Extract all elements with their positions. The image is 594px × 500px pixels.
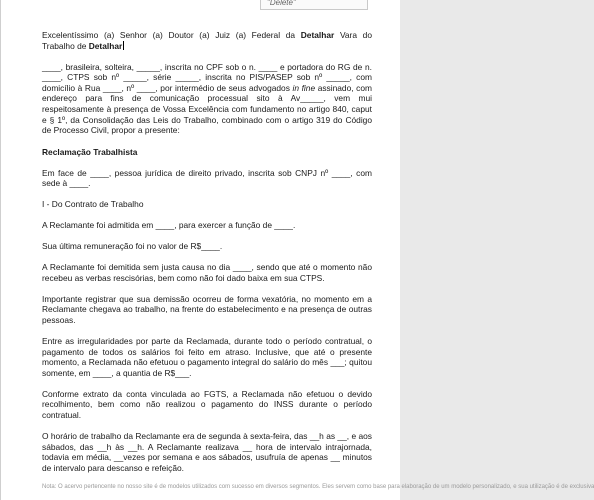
dismissal-paragraph: A Reclamante foi demitida sem justa causa no dia ____, sendo que até o momento não recebeu as verbas rescisórias, bem como não foi dado baixa em sua CTPS. [42,262,372,283]
salary-paragraph: Sua última remuneração foi no valor de R$____. [42,241,223,252]
comment-balloon[interactable] [260,0,368,10]
admission-paragraph: A Reclamante foi admitida em ____, para exercer a função de ____. [42,220,296,231]
text-cursor [123,41,124,50]
irregularities-paragraph: Entre as irregularidades por parte da Reclamada, durante todo o período contratual, o pagamento de todos os salários foi feito em atraso. Inclusive, que até o presente momento, a Reclamada não efetuou o pagamento integral do salário do mês ___; quitou somente, em ____, a quantia de R$___. [42,336,372,378]
defendant-paragraph: Em face de ____, pessoa jurídica de direito privado, inscrita sob CNPJ nº ____, com sede à ____. [42,167,372,189]
fgts-paragraph: Conforme extrato da conta vinculada ao FGTS, a Reclamada não efetuou o devido recolhimento, bem como não realizou o pagamento do INSS durante o período contratual. [42,388,372,420]
note-label: Nota: [42,484,57,490]
comment-text: "Delete" [267,0,296,7]
claim-title: Reclamação Trabalhista [42,146,138,157]
footer-note [42,484,594,490]
placeholder-vara: Detalhar [300,30,335,40]
document-body[interactable] [42,30,372,484]
court-address: Excelentíssimo (a) Senhor (a) Doutor (a) Juiz (a) Federal da Detalhar Vara do Trabalho de Detalhar [42,30,372,51]
schedule-paragraph: O horário de trabalho da Reclamante era de segunda à sexta-feira, das __h as __, e aos sábados, das __h às __h. A Reclamante realizava __ hora de intervalo intrajornada, todavia em média, __vezes por semana e aos sábados, usufruía de apenas __ minutos de intervalo para descanso e refeição. [42,430,372,473]
placeholder-city: Detalhar [88,40,123,51]
section-title: I - Do Contrato de Trabalho [42,199,144,210]
vexatory-paragraph: Importante registrar que sua demissão ocorreu de forma vexatória, no momento em a Reclamante chegava ao trabalho, na frente do estabelecimento e na presença de outras pessoas. [42,293,372,326]
note-text: O acervo pertencente no nosso site é de modelos utilizados com sucesso em diversos segmentos. Eles servem como base para elaboração de um modelo personalizado, e sua utilização é de exclusiva [56,484,594,490]
qualification-paragraph: ____, brasileira, solteira, _____, inscrita no CPF sob o n. ____ e portadora do RG de n. ____, CTPS sob nº _____, série _____, inscrita no PIS/PASEP sob nº _____, com domicílio à Rua ____, nº ____, por intermédio de seus advogados in fine assinado, com endereço para fins de comunicação processual sito à Av_____, vem mui respeitosamente à presença de Vossa Excelência com fundamento no artigo 840, caput e § 1º, da Consolidação das Leis do Trabalho, combinado com o artigo 319 do Código de Processo Civil, propor a presente: [42,61,372,136]
page-border [0,0,1,500]
